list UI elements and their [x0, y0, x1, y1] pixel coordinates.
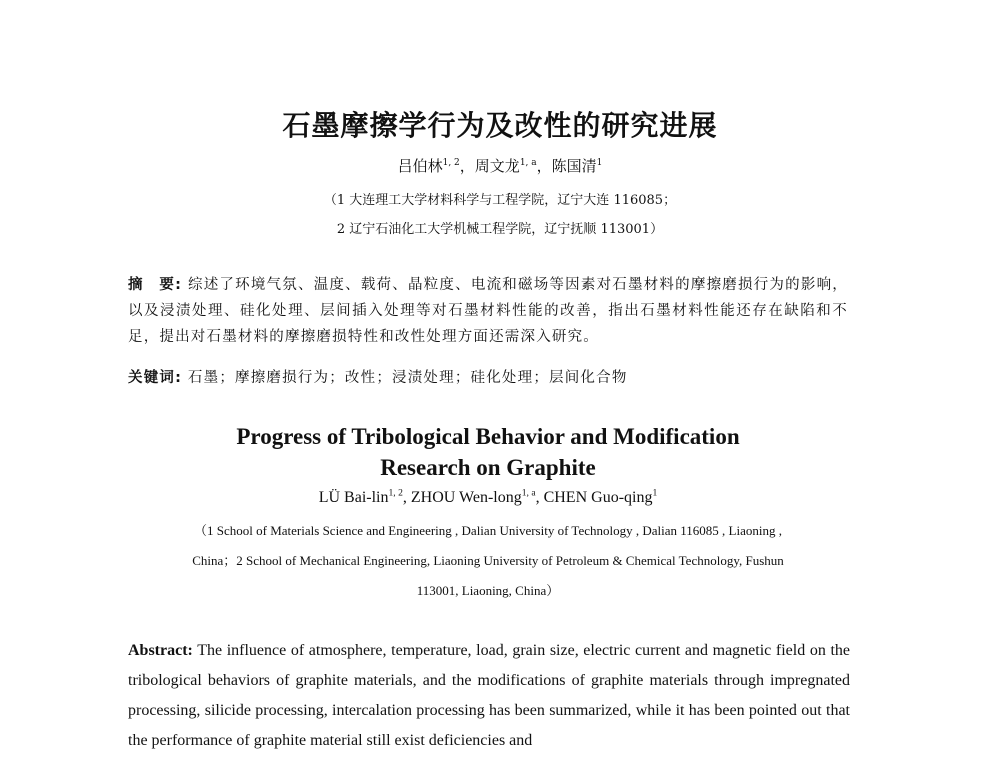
author-affiliation-mark: 1, a [521, 487, 536, 499]
chinese-keywords-text: 石墨；摩擦磨损行为；改性；浸渍处理；硅化处理；层间化合物 [187, 370, 628, 386]
english-title-line: Research on Graphite [380, 455, 596, 480]
english-affiliation-line: China；2 School of Mechanical Engineering, Liaoning University of Petroleum & Chemical Technology, Fushun [192, 553, 784, 568]
chinese-title: 石墨摩擦学行为及改性的研究进展 [282, 109, 718, 142]
author-name: 陈国清 [551, 157, 597, 175]
author-name: CHEN Guo-qing [543, 489, 653, 506]
author-name: LÜ Bai-lin [318, 489, 389, 506]
chinese-abstract [128, 272, 848, 350]
author-name: 周文龙 [474, 157, 520, 175]
chinese-authors [0, 155, 1000, 176]
author-name: ZHOU Wen-long [410, 489, 522, 506]
author-affiliation-mark: 1, 2 [388, 487, 403, 499]
english-title-line: Progress of Tribological Behavior and Modification [236, 424, 740, 449]
author-separator: ， [459, 157, 475, 175]
author-affiliation-mark: 1 [596, 158, 603, 168]
chinese-affiliation-line: 2 辽宁石油化工大学机械工程学院，辽宁抚顺 113001） [336, 222, 664, 237]
english-abstract [128, 636, 850, 756]
author-separator: ， [536, 157, 552, 175]
author-separator: , [535, 489, 544, 506]
chinese-affiliation-line: （1 大连理工大学材料科学与工程学院，辽宁大连 116085； [323, 193, 677, 208]
english-abstract-label: Abstract: [128, 642, 193, 659]
chinese-keywords [128, 366, 848, 387]
english-authors [0, 489, 976, 507]
author-separator: , [402, 489, 411, 506]
author-affiliation-mark: 1, a [519, 158, 537, 168]
chinese-keywords-label: 关键词: [128, 370, 183, 386]
author-affiliation-mark: 1, 2 [442, 158, 460, 168]
chinese-abstract-text: 综述了环境气氛、温度、载荷、晶粒度、电流和磁场等因素对石墨材料的摩擦磨损行为的影响，以及浸渍处理、硅化处理、层间插入处理等对石墨材料性能的改善，指出石墨材料性能还存在缺陷和不足，提出对石墨材料的摩擦磨损特性和改性处理方面还需深入研究。 [128, 277, 848, 345]
english-affiliation-line: （1 School of Materials Science and Engineering , Dalian University of Technology , Dalian 116085 , Liaoning , [194, 523, 782, 538]
author-name: 吕伯林 [397, 157, 443, 175]
chinese-abstract-label: 摘 要: [128, 277, 183, 293]
author-affiliation-mark: 1 [652, 487, 658, 499]
english-affiliation-line: 113001, Liaoning, China） [416, 583, 560, 598]
english-abstract-text: The influence of atmosphere, temperature, load, grain size, electric current and magnetic field on the tribological behaviors of graphite materials, and the modifications of graphite materials through impregnated processing, silicide processing, intercalation processing has been summarized, while it has been pointed out that the performance of graphite material still exist deficiencies and [128, 642, 850, 749]
